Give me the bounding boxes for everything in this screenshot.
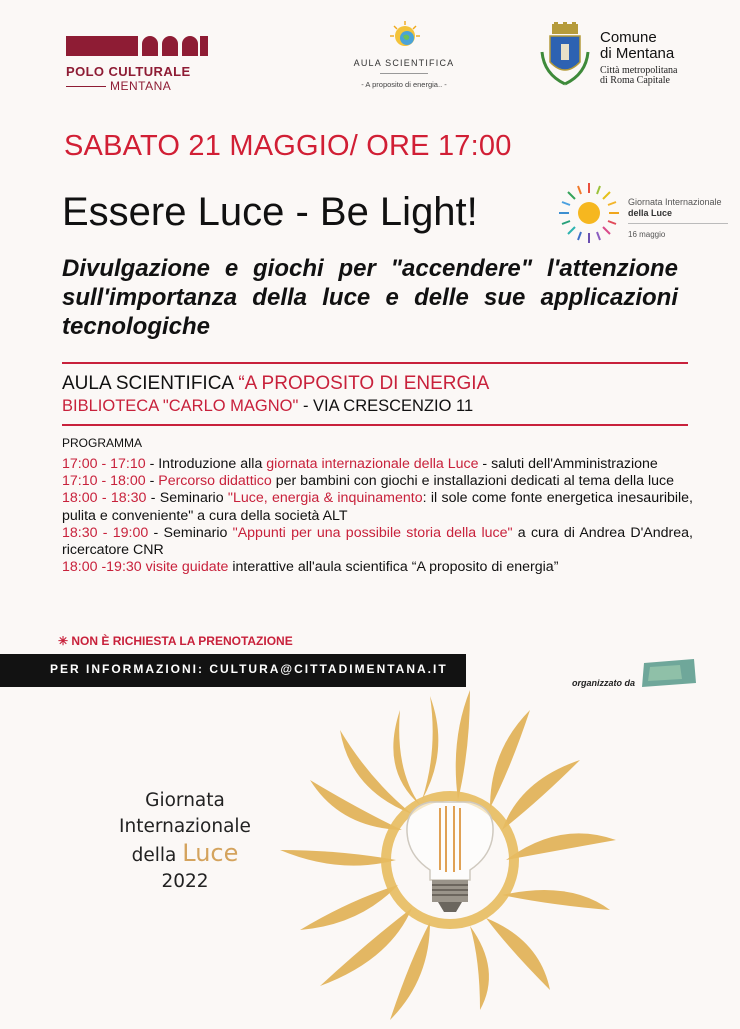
program-item: 18:00 -19:30 visite guidate interattive all'aula scientifica “A proposito di energia” bbox=[62, 559, 559, 576]
info-email-text: PER INFORMAZIONI: CULTURA@CITTADIMENTANA.IT bbox=[50, 662, 448, 676]
program-item: 17:00 - 17:10 - Introduzione alla giornata internazionale della Luce - saluti dell'Amministrazione bbox=[62, 456, 658, 472]
booking-note: ✳ NON È RICHIESTA LA PRENOTAZIONE bbox=[58, 634, 293, 648]
badge-line-2: della Luce bbox=[628, 208, 673, 218]
program-item: 18:00 - 18:30 - Seminario "Luce, energia & inquinamento: il sole come fonte energetica inesauribile, pulita e conveniente" a cura della società ALT bbox=[62, 490, 693, 524]
mentana-crest-icon bbox=[540, 22, 590, 95]
organized-by-label: organizzato da bbox=[572, 678, 636, 688]
aula-divider bbox=[380, 73, 428, 74]
program-heading: PROGRAMMA bbox=[62, 436, 143, 450]
aula-scientifica-subtitle: - A proposito di energia.. - bbox=[361, 80, 447, 89]
badge-divider bbox=[628, 223, 728, 224]
badge-line-1: Giornata Internazionale bbox=[628, 197, 722, 207]
polo-culturale-title: POLO CULTURALE bbox=[66, 64, 191, 79]
giornata-luce-text: Giornata Internazionale della Luce 2022 bbox=[119, 790, 251, 892]
sun-bulb-illustration bbox=[280, 690, 620, 1029]
polo-culturale-subtitle: MENTANA bbox=[110, 79, 172, 93]
red-divider-top bbox=[62, 362, 688, 364]
event-subtitle: Divulgazione e giochi per "accendere" l'attenzione sull'importanza della luce e delle sue applicazioni tecnologiche bbox=[62, 255, 678, 340]
venue-line-2: BIBLIOTECA "CARLO MAGNO" - VIA CRESCENZIO 11 bbox=[62, 397, 474, 415]
organizer-logo bbox=[640, 657, 698, 694]
comune-title: Comune di Mentana bbox=[600, 29, 675, 62]
sun-badge-icon bbox=[556, 180, 622, 251]
program-item: 17:10 - 18:00 - Percorso didattico per bambini con giochi e installazioni dedicati al tema della luce bbox=[62, 473, 675, 490]
red-divider-bottom bbox=[62, 424, 688, 426]
lightbulb-icon bbox=[407, 802, 493, 912]
program-list bbox=[62, 456, 693, 576]
comune-subtitle: Città metropolitana di Roma Capitale bbox=[600, 65, 678, 86]
aula-scientifica-title: AULA SCIENTIFICA bbox=[353, 58, 455, 68]
event-title: Essere Luce - Be Light! bbox=[62, 190, 478, 234]
polo-divider bbox=[66, 86, 106, 87]
globe-sun-icon bbox=[390, 21, 420, 46]
venue-line-1: AULA SCIENTIFICA “A PROPOSITO DI ENERGIA bbox=[62, 373, 490, 394]
badge-date: 16 maggio bbox=[628, 230, 666, 239]
program-item: 18:30 - 19:00 - Seminario "Appunti per una possibile storia della luce" a cura di Andrea D'Andrea, ricercatore CNR bbox=[62, 524, 693, 559]
event-date: SABATO 21 MAGGIO/ ORE 17:00 bbox=[64, 130, 512, 162]
